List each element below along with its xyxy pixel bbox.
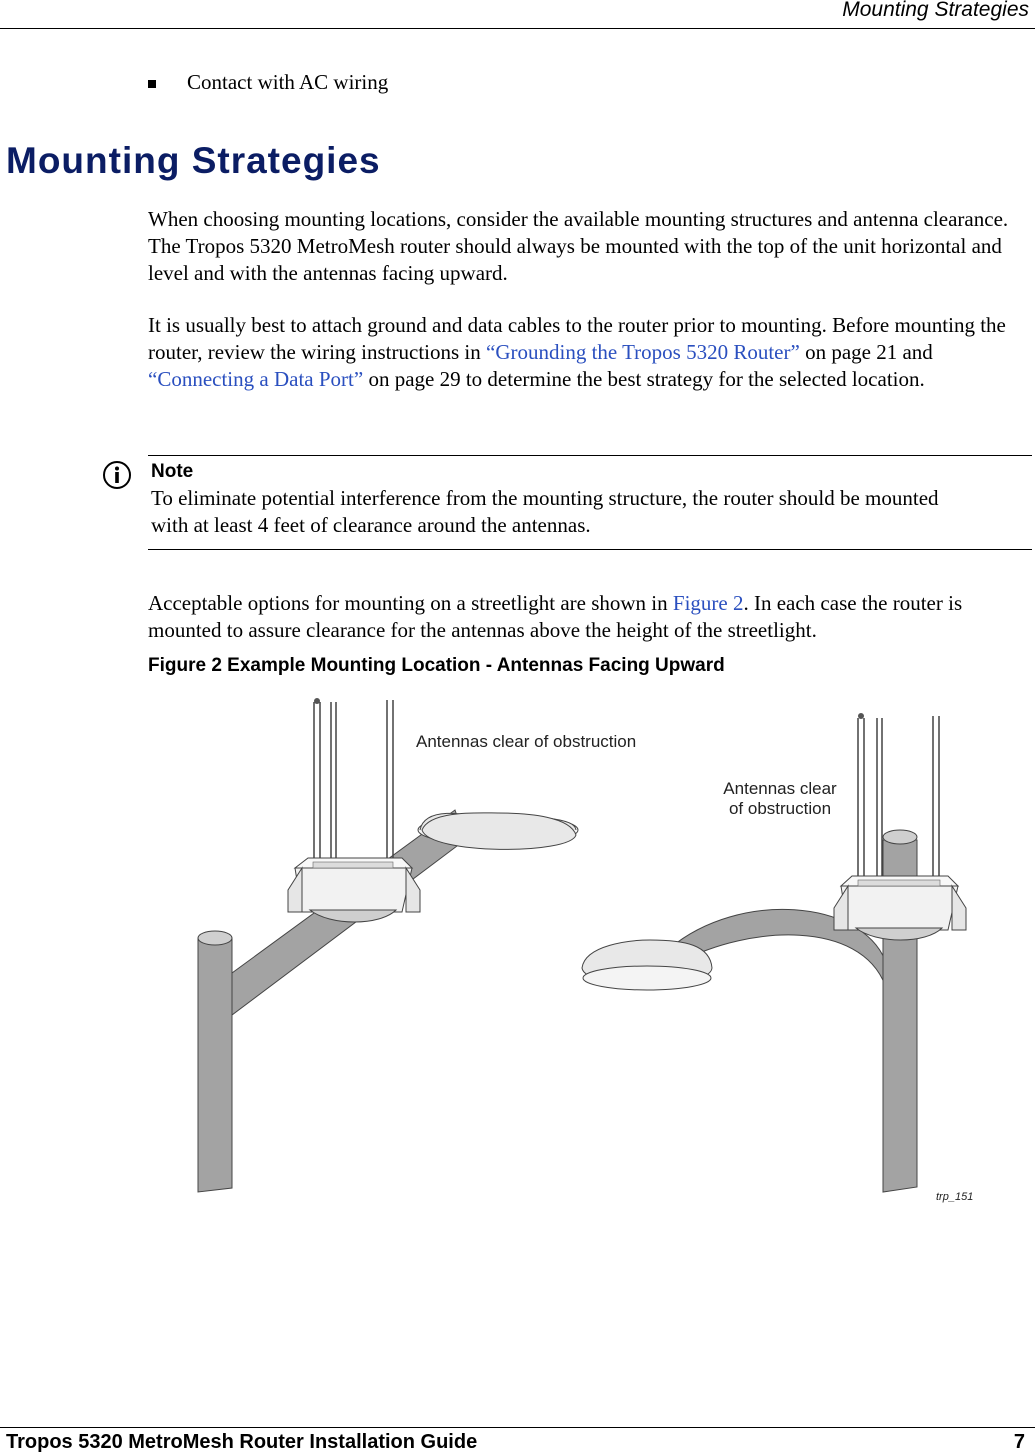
wiring-paragraph-text-1: It is usually best to attach ground and data cables to the router prior to mounting. Before mounting the router, review the wiring instructions in xyxy=(148,313,1006,364)
footer-page-number: 7 xyxy=(1013,1431,1025,1453)
running-footer xyxy=(0,1427,1035,1455)
bullet-text: Contact with AC wiring xyxy=(187,70,389,94)
note-text: To eliminate potential interference from the mounting structure, the router should be mounted with at least 4 feet of clearance around the antennas. xyxy=(151,486,939,537)
right-streetlight-lamp xyxy=(582,940,712,990)
options-paragraph-text-1: Acceptable options for mounting on a streetlight are shown in xyxy=(148,591,673,615)
left-streetlight-lamp xyxy=(418,795,578,849)
right-pole-cap xyxy=(883,830,917,844)
wiring-paragraph-text-2: on page 21 and xyxy=(799,340,933,364)
running-header xyxy=(0,0,1035,29)
figure-ref-code: trp_151 xyxy=(936,1191,974,1203)
figure-caption: Figure 2 Example Mounting Location - Antennas Facing Upward xyxy=(148,655,725,676)
info-icon xyxy=(102,460,132,490)
options-paragraph xyxy=(148,590,1033,644)
note-top-rule xyxy=(148,455,1032,456)
grounding-link[interactable]: “Grounding the Tropos 5320 Router” xyxy=(486,340,800,364)
left-pole xyxy=(198,938,232,1192)
streetlight-mounting-figure xyxy=(180,690,1000,1210)
wiring-paragraph xyxy=(148,312,1033,393)
note-label: Note xyxy=(151,461,194,482)
figure-2-link[interactable]: Figure 2 xyxy=(672,591,744,615)
options-paragraph-text-2: . In each case the router is mounted to assure clearance for the antennas above the height of the streetlight. xyxy=(148,591,963,642)
running-header-title: Mounting Strategies xyxy=(842,0,1029,21)
wiring-paragraph-text-3: on page 29 to determine the best strategy for the selected location. xyxy=(363,367,925,391)
left-router xyxy=(288,698,420,922)
footer-doc-title: Tropos 5320 MetroMesh Router Installation Guide xyxy=(6,1431,478,1453)
left-antenna-label: Antennas clear of obstruction xyxy=(416,732,637,751)
left-pole-cap xyxy=(198,931,232,945)
intro-paragraph: When choosing mounting locations, consider the available mounting structures and antenna clearance. The Tropos 5320 MetroMesh router should always be mounted with the top of the unit horizontal and level and with the antennas facing upward. xyxy=(148,207,1009,285)
right-router xyxy=(834,713,966,940)
bullet-marker xyxy=(148,80,156,88)
section-title: Mounting Strategies xyxy=(6,140,381,181)
note-bottom-rule xyxy=(148,549,1032,550)
right-antenna-label-line2: of obstruction xyxy=(728,799,832,818)
right-antenna-label-line1: Antennas clear xyxy=(723,779,837,798)
data-port-link[interactable]: “Connecting a Data Port” xyxy=(148,367,364,391)
bullet-item xyxy=(148,70,388,95)
